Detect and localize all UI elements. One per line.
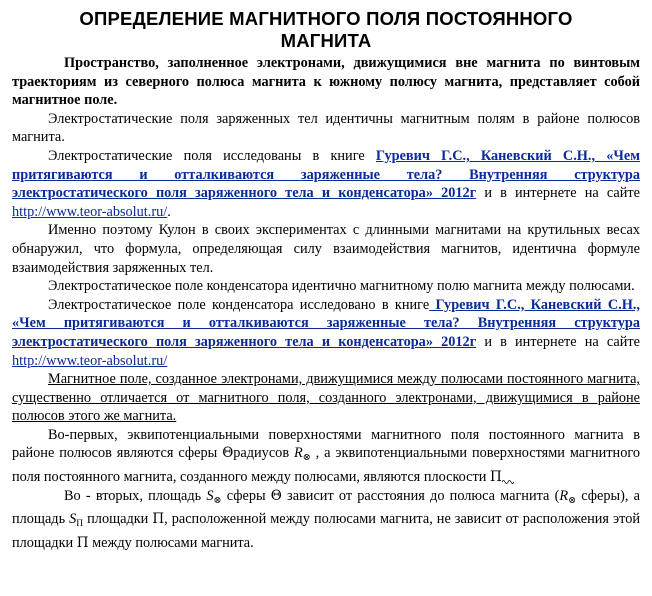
paragraph-2 <box>12 147 640 221</box>
paragraph-3: Именно поэтому Кулон в своих экспериментах с длинными магнитами на крутильных весах обнаружил, что формула, определяющая силу взаимодействия магнитов, идентична формуле взаимодействия заряженных тел. <box>12 222 640 276</box>
p8-text-7: между полюсами магнита. <box>88 534 254 551</box>
p8-text-2: сферы <box>221 487 271 504</box>
paragraph-2-text: Электростатические поля исследованы в книге <box>48 147 376 164</box>
paragraph-2-end: . <box>167 203 171 220</box>
p8-text-6: , расположенной между полюсами магнита, не зависит от расположения этой площадки <box>12 511 640 551</box>
paragraph-5-mid: и в интернете на сайте <box>476 333 640 350</box>
paragraph-7 <box>12 426 640 487</box>
website-link-2[interactable]: http://www.teor-absolut.ru/ <box>12 352 168 369</box>
paragraph-2-mid: и в интернете на сайте <box>476 185 640 202</box>
paragraph-4: Электростатическое поле конденсатора идентично магнитному полю магнита между полюсами. <box>48 278 635 295</box>
p7-text-2: радиусов <box>233 445 294 462</box>
p8-text-3: зависит от расстояния до полюса магнита ( <box>281 487 560 504</box>
radius-symbol: R <box>294 445 303 462</box>
paragraph-1: Электростатические поля заряженных тел идентичны магнитным полям в районе полюсов магнита. <box>12 110 640 146</box>
area-symbol: S <box>206 487 214 504</box>
wave-subscript-icon <box>502 479 514 485</box>
page-title <box>12 8 640 52</box>
sphere-subscript-icon: ⊗ <box>302 453 311 464</box>
paragraph-6: Магнитное поле, созданное электронами, движущимися между полюсами постоянного магнита, существенно отличается от магнитного поля, созданного электронами, движущимися в районе полюсов этого же магнита. <box>12 371 640 425</box>
paragraph-5 <box>12 296 640 370</box>
p8-text-1: Во - вторых, площадь <box>64 487 207 504</box>
paragraph-5-text: Электростатическое поле конденсатора исследовано в книге <box>48 296 430 313</box>
radius-symbol-2: R <box>559 487 569 504</box>
website-link[interactable]: http://www.teor-absolut.ru/ <box>12 203 168 220</box>
p8-text-5: площадки <box>83 511 153 528</box>
pi-subscript: П <box>76 519 84 530</box>
p7-text-1: Во-первых, эквипотенциальными поверхностями магнитного поля постоянного магнита в районе полюсов являются сферы <box>12 426 640 462</box>
pi-symbol-3: Π <box>76 534 89 551</box>
theta-symbol-2: Θ <box>270 487 282 504</box>
title-line-2: МАГНИТА <box>280 30 372 51</box>
book-reference-link-2[interactable]: Гуревич Г.С., Каневский С.Н., «Чем притягиваются и отталкиваются заряженные тела? Внутренняя структура электростатического поля заряженного тела и конденсатора» 2012г <box>12 296 640 350</box>
definition-paragraph: Пространство, заполненное электронами, движущимися вне магнита по винтовым траекториям из северного полюса магнита к южному полюсу магнита, представляет собой магнитное поле. <box>12 55 640 109</box>
sphere-subscript-icon-3: ⊗ <box>568 495 577 506</box>
title-line-1: ОПРЕДЕЛЕНИЕ МАГНИТНОГО ПОЛЯ ПОСТОЯННОГО <box>79 8 573 29</box>
p8-text-4: сферы), а площадь <box>12 487 640 528</box>
sphere-subscript-icon-2: ⊗ <box>213 495 222 506</box>
pi-symbol: Π <box>490 469 502 486</box>
area-symbol-2: S <box>69 511 77 528</box>
paragraph-8 <box>12 487 640 553</box>
theta-symbol: Θ <box>222 445 234 462</box>
pi-symbol-2: Π <box>152 511 165 528</box>
p7-text-3: , а эквипотенциальными поверхностями магнитного поля постоянного магнита, созданного между полюсами, являются плоскости <box>12 445 641 486</box>
book-reference-link[interactable]: Гуревич Г.С., Каневский С.Н., «Чем притягиваются и отталкиваются заряженные тела? Внутренняя структура электростатического поля заряженного тела и конденсатора» 2012г <box>12 147 640 202</box>
